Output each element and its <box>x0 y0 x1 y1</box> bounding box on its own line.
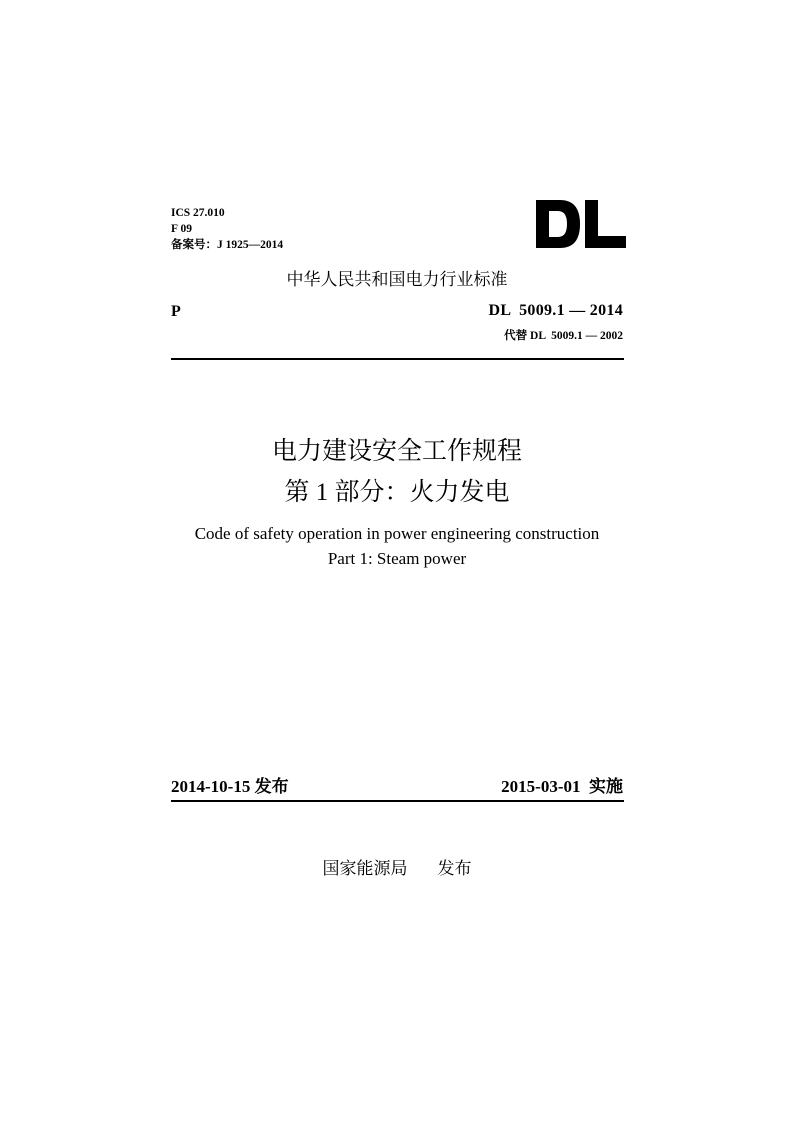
header-divider <box>171 358 624 360</box>
title-en-line2: Part 1: Steam power <box>327 549 467 568</box>
standard-category: 中华人民共和国电力行业标准 <box>286 270 508 290</box>
title-cn-line1: 电力建设安全工作规程 <box>271 438 522 465</box>
standard-number: DL 5009.1 — 2014 <box>488 302 623 319</box>
title-chinese <box>0 435 794 517</box>
footer-divider <box>171 800 624 802</box>
title-en-line1: Code of safety operation in power engineering construction <box>194 524 600 543</box>
issue-date: 2014-10-15 发布 <box>171 777 289 796</box>
publisher-action: 发布 <box>437 859 472 879</box>
dl-logo <box>536 200 626 248</box>
publisher <box>0 854 794 879</box>
class-code: F 09 <box>171 223 192 235</box>
replaces-standard: 代替 DL 5009.1 — 2002 <box>504 330 623 342</box>
ics-code: ICS 27.010 <box>171 207 225 219</box>
record-number: 备案号：J 1925—2014 <box>171 239 284 251</box>
implementation-date: 2015-03-01 实施 <box>501 777 623 796</box>
publisher-name: 国家能源局 <box>322 859 408 879</box>
p-classification: P <box>171 303 181 320</box>
title-cn-line2: 第 1 部分：火力发电 <box>284 479 510 506</box>
title-english <box>0 521 794 571</box>
header-codes <box>171 205 283 253</box>
